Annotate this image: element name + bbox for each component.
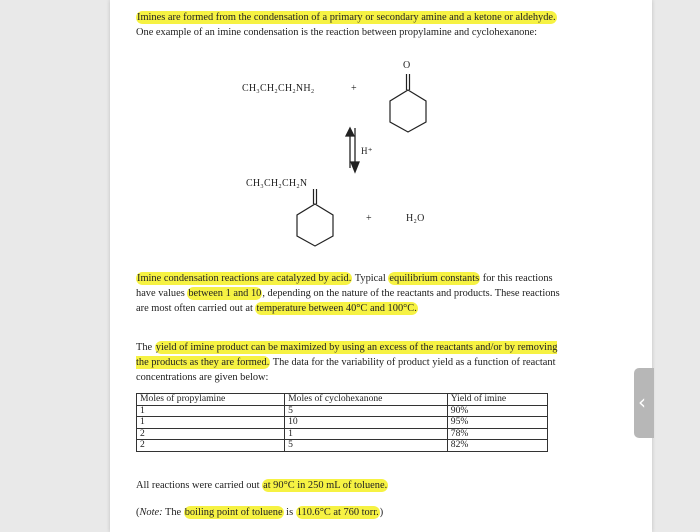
hl-range: between 1 and 10 (188, 288, 262, 299)
table-row (137, 417, 548, 429)
cell: 95% (447, 417, 547, 429)
cell: 82% (447, 440, 547, 452)
hl-catalyzed: Imine condensation reactions are catalyzed by acid. (137, 273, 352, 284)
cell: 5 (285, 440, 448, 452)
hl-temperature: temperature between 40°C and 100°C. (256, 303, 417, 314)
cell: 2 (137, 440, 285, 452)
header-cyclohexanone: Moles of cyclohexanone (285, 394, 448, 406)
cell: 78% (447, 428, 547, 440)
side-panel-toggle[interactable] (634, 368, 654, 438)
note-label: Note: (139, 507, 163, 518)
text: The (136, 342, 155, 353)
text: The data for the variability of product yield as a function of reactant concentrations are given below: (136, 357, 556, 383)
text: for this reactions have values (136, 273, 553, 299)
conditions-note (136, 478, 561, 493)
document-page (110, 0, 652, 532)
table-row (137, 405, 548, 417)
plus-sign-1: + (351, 83, 357, 94)
hl-bp-value: 110.6°C at 760 torr. (296, 507, 379, 518)
yield-table (136, 393, 548, 452)
header-propylamine: Moles of propylamine (137, 394, 285, 406)
text: Typical (352, 273, 389, 284)
catalysis-paragraph (136, 271, 561, 316)
intro-text: One example of an imine condensation is the reaction between propylamine and cyclohexanone: (136, 27, 538, 38)
cyclohexanone-ring (390, 90, 426, 132)
scheme-drawing (110, 0, 652, 270)
cell: 5 (285, 405, 448, 417)
cell: 1 (137, 417, 285, 429)
boiling-point-note (136, 505, 561, 520)
yield-paragraph (136, 340, 561, 385)
propylamine-formula: CH₃CH₂CH₂NH₂ (242, 83, 315, 94)
plus-sign-2: + (366, 213, 372, 224)
text: The (162, 507, 184, 518)
forward-arrow-head (351, 162, 359, 172)
hl-conditions: at 90°C in 250 mL of toluene. (263, 480, 388, 491)
table-row (137, 440, 548, 452)
hl-yield: yield of imine product can be maximized by using an excess of the reactants and/or by removing the products as they are formed. (136, 342, 558, 368)
text: , depending on the nature of the reactants and products. These reactions are most often carried out at (136, 288, 560, 314)
water-formula: H₂O (406, 213, 425, 224)
text: ) (379, 507, 384, 518)
table-header-row (137, 394, 548, 406)
cell: 1 (137, 405, 285, 417)
imine-product-structure (297, 189, 333, 246)
cell: 90% (447, 405, 547, 417)
hl-boiling-point: boiling point of toluene (184, 507, 283, 518)
chevron-left-icon: ‹ (638, 390, 646, 414)
reaction-scheme (110, 0, 652, 270)
hl-equilibrium: equilibrium constants (389, 273, 480, 284)
imine-chain-formula: CH₃CH₂CH₂N (246, 178, 308, 189)
reverse-arrow-head (346, 128, 354, 136)
cell: 2 (137, 428, 285, 440)
equilibrium-arrows (346, 128, 359, 172)
text: is (283, 507, 296, 518)
text: All reactions were carried out (136, 480, 263, 491)
acid-catalyst: H⁺ (361, 146, 373, 156)
carbonyl-oxygen: O (403, 60, 411, 71)
cell: 10 (285, 417, 448, 429)
text: ( (136, 507, 140, 518)
table-row (137, 428, 548, 440)
product-ring (297, 204, 333, 246)
cell: 1 (285, 428, 448, 440)
cyclohexanone-structure (390, 74, 426, 132)
intro-highlight: Imines are formed from the condensation of a primary or secondary amine and a ketone or aldehyde. (137, 12, 556, 23)
header-yield: Yield of imine (447, 394, 547, 406)
